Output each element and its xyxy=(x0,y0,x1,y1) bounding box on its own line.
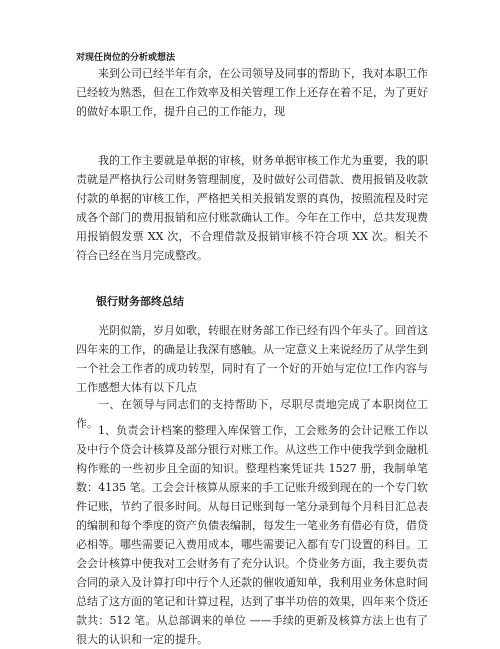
paragraph: 1、负责会计档案的整理入库保管工作，工会账务的会计记账工作以及中行个贷会计核算及部分银行对账工作。从这些工作中使我学到金融机构作账的一些初步且全面的知识。整理档案凭证共 1527 册，我制单笔数：4135 笔。工会会计核算从原来的手工记账升级到现在的一个专门软件记账，节约了很多时间。从每日记账到每一笔分录到每个月科目汇总表的编制和每个季度的资产负债表编制，每发生一笔业务有借必有贷，借贷必相等。哪些需要记入费用成本，哪些需要记入都有专门设置的科目。工会会计核算中使我对工会财务有了充分认识。个贷业务方面，我主要负责合同的录入及计算打印中行个人还款的催收通知单，我利用业务休息时间总结了这方面的笔记和计算过程，达到了事半功倍的效果，四年来个贷还款共：512 笔。从总部调来的单位 ——手续的更新及核算方法上也有了很大的认识和一定的提升。 xyxy=(76,424,428,646)
paragraph: 光阴似箭，岁月如歌，转眼在财务部工作已经有四个年头了。回首这四年来的工作，的确是让我深有感触。从一定意义上来说经历了从学生到一个社会工作者的成功转型，同时有了一个好的开始与定位!工作内容与工作感想大体有以下几点 xyxy=(76,324,428,394)
paragraph: 我的工作主要就是单据的审核，财务单据审核工作尤为重要，我的职责就是严格执行公司财务管理制度，及时做好公司借款、费用报销及收款付款的单据的审核工作，严格把关相关报销发票的真伪，按照流程及时完成各个部门的费用报销和应付账款确认工作。今年在工作中，总共发现费用报销假发票 XX 次，不合理借款及报销审核不符合项 XX 次。相关不符合已经在当月完成整改。 xyxy=(76,154,428,262)
paragraph: 一、在领导与同志们的支持帮助下，尽职尽责地完成了本职岗位工作。 xyxy=(76,398,428,430)
paragraph: 来到公司已经半年有余，在公司领导及同事的帮助下，我对本职工作已经较为熟悉，但在工作效率及相关管理工作上还存在着不足，为了更好的做好本职工作，提升自己的工作能力，现 xyxy=(76,67,428,118)
section-heading: 银行财务部终总结 xyxy=(96,295,184,308)
section-heading: 对现任岗位的分析或想法 xyxy=(76,53,176,63)
